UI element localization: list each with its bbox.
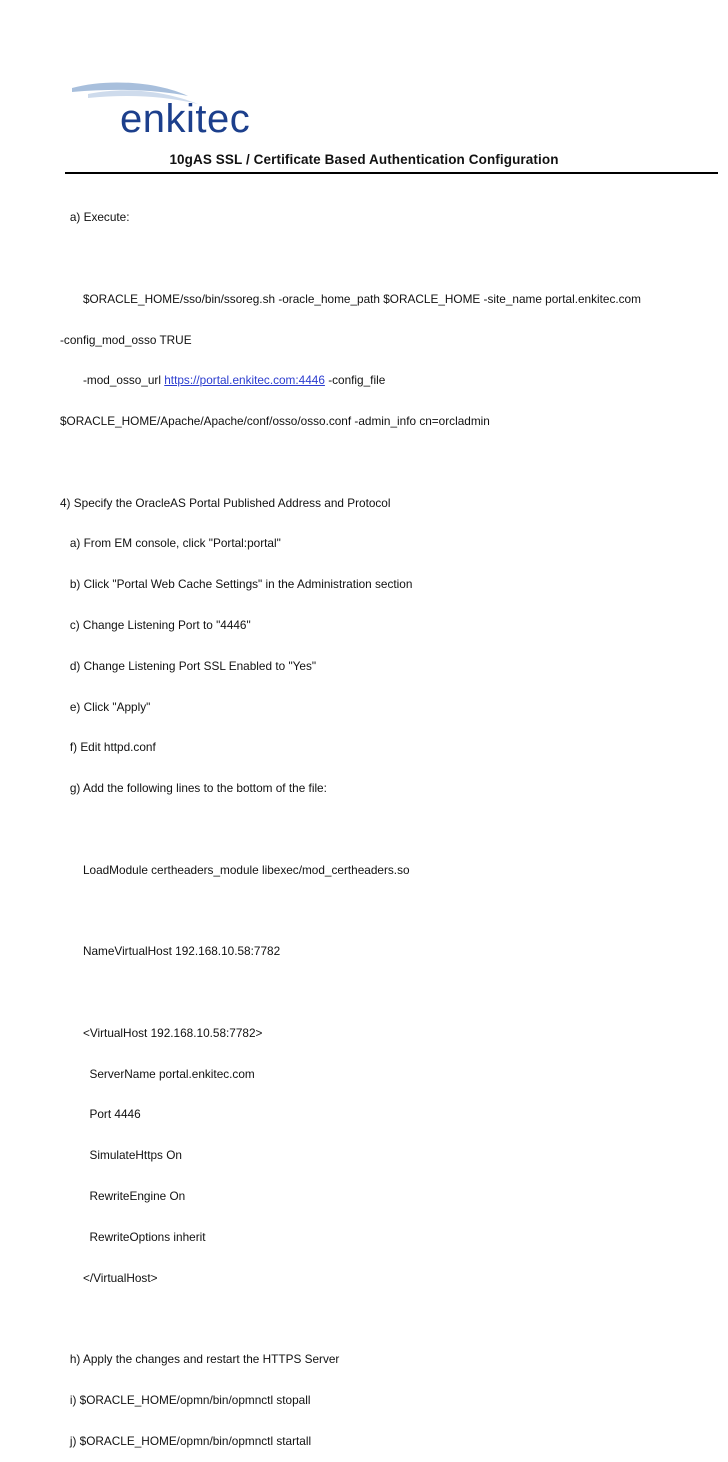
config-virtualhost-close: </VirtualHost>	[60, 1270, 158, 1285]
ssoreg-command-line-3	[60, 374, 724, 388]
mod-osso-url-prefix: -mod_osso_url	[60, 373, 165, 388]
step-4b: b) Click "Portal Web Cache Settings" in the Administration section	[60, 577, 413, 592]
step-4a: a) From EM console, click "Portal:portal"	[60, 536, 281, 551]
config-port: Port 4446	[60, 1107, 141, 1122]
enkitec-logo	[68, 78, 288, 140]
step-4d: d) Change Listening Port SSL Enabled to "Yes"	[60, 658, 317, 673]
config-rewriteoptions: RewriteOptions inherit	[60, 1229, 206, 1244]
page-title: 10gAS SSL / Certificate Based Authentication Configuration	[169, 152, 559, 167]
ssoreg-command-line-1: $ORACLE_HOME/sso/bin/ssoreg.sh -oracle_home_path $ORACLE_HOME -site_name portal.enkitec.com	[60, 291, 641, 306]
config-servername: ServerName portal.enkitec.com	[60, 1066, 255, 1081]
step-4i: i) $ORACLE_HOME/opmn/bin/opmnctl stopall	[60, 1392, 311, 1407]
portal-url-link[interactable]: https://portal.enkitec.com:4446	[164, 373, 325, 388]
ssoreg-command-line-4: $ORACLE_HOME/Apache/Apache/conf/osso/osso.conf -admin_info cn=orcladmin	[60, 414, 490, 429]
step-4e: e) Click "Apply"	[60, 699, 151, 714]
step-4h: h) Apply the changes and restart the HTTPS Server	[60, 1352, 340, 1367]
document-body	[60, 184, 724, 1462]
ssoreg-command-line-2: -config_mod_osso TRUE	[60, 332, 192, 347]
step-a-label: a) Execute:	[60, 210, 130, 225]
config-rewriteengine: RewriteEngine On	[60, 1188, 186, 1203]
config-simulatehttps: SimulateHttps On	[60, 1148, 182, 1163]
step-4j: j) $ORACLE_HOME/opmn/bin/opmnctl startall	[60, 1433, 312, 1448]
step-4g: g) Add the following lines to the bottom of the file:	[60, 781, 327, 796]
config-loadmodule: LoadModule certheaders_module libexec/mod_certheaders.so	[60, 862, 410, 877]
step-4-heading: 4) Specify the OracleAS Portal Published Address and Protocol	[60, 495, 391, 510]
config-file-suffix: -config_file	[324, 373, 386, 388]
title-divider	[65, 172, 718, 174]
config-virtualhost-open: <VirtualHost 192.168.10.58:7782>	[60, 1025, 263, 1040]
config-namevirtualhost: NameVirtualHost 192.168.10.58:7782	[60, 944, 281, 959]
logo-text: enkitec	[120, 97, 251, 140]
step-4c: c) Change Listening Port to "4446"	[60, 618, 251, 632]
step-4f: f) Edit httpd.conf	[60, 740, 156, 755]
